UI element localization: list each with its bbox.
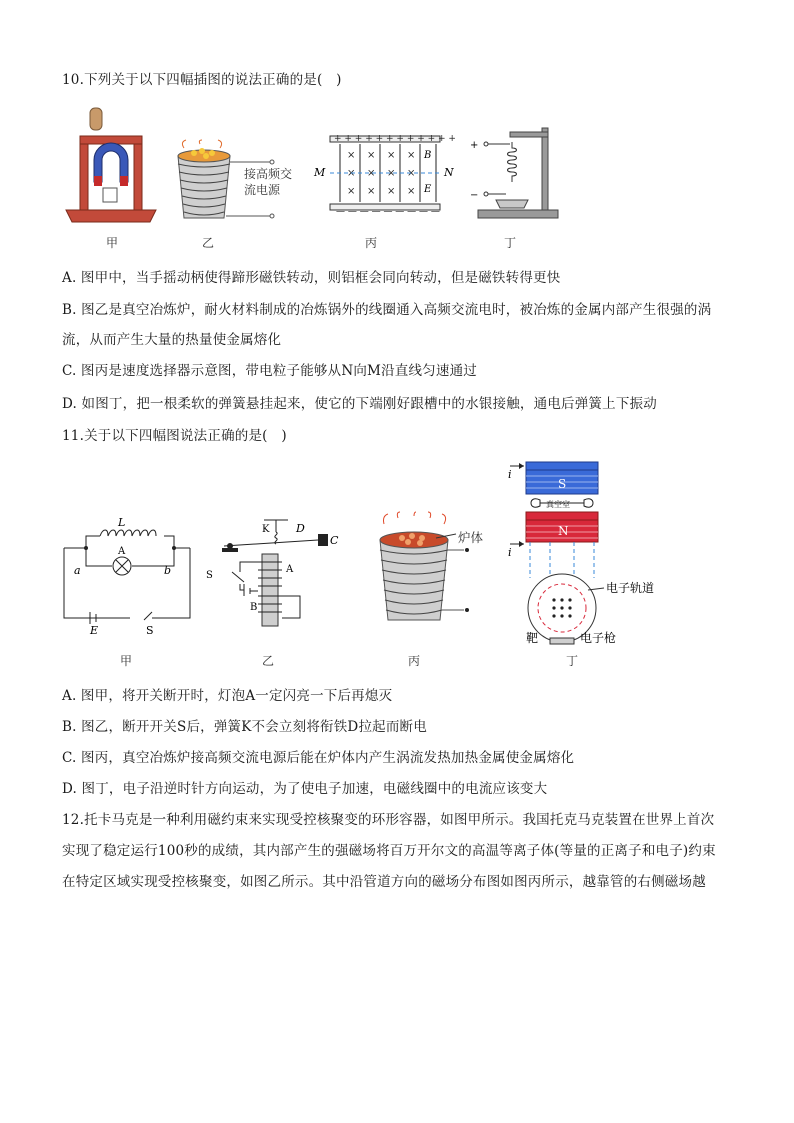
q10-caption-ding: 丁 [504,236,517,250]
svg-text:×: × [367,186,376,197]
svg-text:+ + + + + + + + + + + +: + + + + + + + + + + + + [334,134,456,144]
svg-text:×: × [367,150,376,161]
q11-option-c: C. 图丙，真空冶炼炉接高频交流电源后能在炉体内产生涡流发热加热金属使金属熔化 [62,750,575,766]
svg-text:×: × [387,186,396,197]
q11-fig-ding [500,458,670,646]
q10-option-b-2: 流，从而产生大量的热量使金属熔化 [62,332,282,348]
q10-caption-yi: 乙 [202,236,215,250]
q10-fig-yi-label-line1: 接高频交 [244,167,293,181]
q11-caption-jia: 甲 [120,654,133,668]
q11-stem: 11.关于以下四幅图说法正确的是( ) [62,428,287,444]
q11-fig-yi [204,518,344,630]
q11-fig-yi-B: B [250,602,258,613]
svg-text:— — — — — — — — —: — — — — — — — — — [336,207,440,217]
q11-fig-ding-vacuum: 真空室 [546,500,570,509]
q10-fig-bing-M: M [314,166,326,179]
svg-text:×: × [407,150,416,161]
svg-text:−: − [470,190,479,201]
q10-fig-yi-label-line2: 流电源 [244,183,281,197]
q11-fig-jia-E: E [90,624,99,637]
q10-fig-bing [312,132,456,217]
q10-fig-bing-N: N [444,166,454,179]
q12-line-2: 实现了稳定运行100秒的成绩，其内部产生的强磁场将百万开尔文的高温等离子体(等量的正离子和电子)约束 [62,843,716,859]
q11-fig-yi-S: S [206,570,213,581]
q12-line-1: 12.托卡马克是一种利用磁约束来实现受控核聚变的环形容器，如图甲所示。我国托克马克装置在世界上首次 [62,812,715,828]
q11-fig-jia-b: b [164,564,172,577]
q10-fig-ding [470,124,562,222]
q11-fig-ding-gun: 电子枪 [580,631,617,645]
svg-text:×: × [407,186,416,197]
svg-text:×: × [387,168,396,179]
q10-option-b-1: B. 图乙是真空冶炼炉，耐火材料制成的冶炼锅外的线圈通入高频交流电时，被冶炼的金属内部产生很强的涡 [62,302,712,318]
q11-fig-ding-track: 电子轨道 [606,581,655,595]
q10-option-c: C. 图丙是速度选择器示意图，带电粒子能够从N向M沿直线匀速通过 [62,363,477,379]
q10-caption-bing: 丙 [365,236,378,250]
q10-fig-bing-E: E [424,184,432,195]
q11-fig-jia-A: A [118,546,126,557]
q11-fig-yi-D: D [296,522,305,535]
q11-fig-ding-S: S [558,477,567,491]
svg-text:×: × [407,168,416,179]
q10-option-d: D. 如图丁，把一根柔软的弹簧悬挂起来，使它的下端刚好跟槽中的水银接触，通电后弹簧上下振动 [62,396,657,412]
svg-text:×: × [347,168,356,179]
q11-fig-jia-a: a [74,564,81,577]
q11-fig-yi-A: A [286,564,294,575]
q11-fig-jia-S: S [146,624,154,637]
q12-line-3: 在特定区域实现受控核聚变，如图乙所示。其中沿管道方向的磁场分布图如图丙所示，越靠管的右侧磁场越 [62,874,706,890]
q10-stem: 10.下列关于以下四幅插图的说法正确的是( ) [62,72,342,88]
svg-text:×: × [367,168,376,179]
q10-option-a: A. 图甲中，当手摇动柄使得蹄形磁铁转动，则铝框会同向转动，但是磁铁转得更快 [62,270,561,286]
q11-caption-ding: 丁 [566,654,579,668]
q11-fig-bing-label: 炉体 [458,530,484,545]
svg-text:×: × [347,186,356,197]
q10-fig-jia [66,106,162,230]
q11-fig-yi-C: C [330,534,339,547]
q10-caption-jia: 甲 [106,236,119,250]
q11-caption-bing: 丙 [408,654,421,668]
q11-fig-jia [60,512,200,638]
q11-caption-yi: 乙 [262,654,275,668]
q11-fig-yi-K: K [262,524,270,535]
svg-text:×: × [347,150,356,161]
q11-fig-ding-i-bottom: i [508,546,512,559]
q11-option-d: D. 图丁，电子沿逆时针方向运动，为了使电子加速，电磁线圈中的电流应该变大 [62,781,548,797]
q11-option-b: B. 图乙，断开开关S后，弹簧K不会立刻将衔铁D拉起而断电 [62,719,427,735]
svg-text:+: + [470,140,479,151]
q11-fig-ding-N: N [558,524,569,538]
q10-fig-yi-label [244,166,292,198]
q11-fig-ding-target: 靶 [526,631,539,645]
q10-fig-bing-B: B [424,150,432,161]
q11-fig-jia-L: L [118,516,126,529]
svg-text:×: × [387,150,396,161]
q11-fig-ding-i-top: i [508,468,512,481]
q11-option-a: A. 图甲，将开关断开时，灯泡A一定闪亮一下后再熄灭 [62,688,393,704]
